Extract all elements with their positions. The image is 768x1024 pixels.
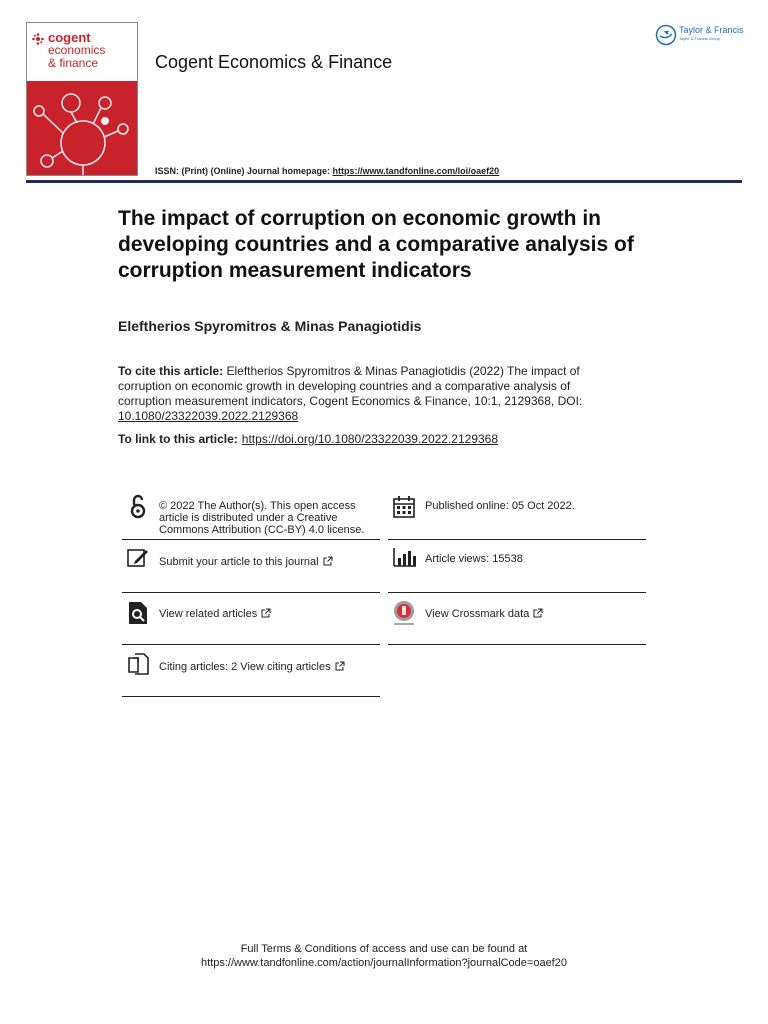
cover-line-3: & finance	[48, 56, 99, 70]
journal-cover	[26, 22, 138, 176]
submit-article-label: Submit your article to this journal	[159, 556, 319, 568]
citation-block	[118, 364, 618, 424]
article-doi-link[interactable]: https://doi.org/10.1080/23322039.2022.2129368	[241, 432, 499, 446]
bar-chart-icon	[392, 546, 416, 572]
issn-line	[155, 166, 499, 176]
open-access-icon	[126, 494, 150, 520]
footer-line-1: Full Terms & Conditions of access and use can be found at	[240, 943, 528, 955]
external-link-icon	[323, 556, 333, 566]
crossmark-link[interactable]	[425, 608, 640, 620]
footer-terms	[0, 942, 768, 970]
views-cell	[388, 540, 646, 593]
header-divider	[26, 180, 742, 183]
external-link-icon	[335, 661, 345, 671]
cite-doi-link[interactable]: 10.1080/23322039.2022.2129368	[118, 409, 299, 423]
cover-artwork	[27, 81, 137, 176]
journal-homepage-link[interactable]: https://www.tandfonline.com/loi/oaef20	[332, 166, 500, 176]
cite-text: Eleftherios Spyromitros & Minas Panagiotidis (2022) The impact of corruption on economic growth in developing countries and a comparative analysis of corruption measurement indicators, Cogent Economics & Finance, 10:1, 2129368, DOI:	[118, 364, 583, 408]
citing-articles-link[interactable]	[159, 661, 374, 673]
taylor-francis-logo-icon	[655, 24, 677, 46]
issn-label: ISSN: (Print) (Online) Journal homepage:	[155, 166, 333, 176]
cover-line-1: cogent	[48, 30, 91, 45]
cover-wordmark	[27, 23, 137, 81]
crossmark-label: View Crossmark data	[425, 608, 530, 620]
cogent-logo-icon	[32, 33, 44, 45]
crossmark-icon	[392, 600, 416, 626]
submit-article-cell[interactable]	[122, 540, 380, 593]
submit-article-link[interactable]	[159, 556, 374, 568]
link-label: To link to this article:	[118, 432, 238, 446]
article-views: Article views: 15538	[425, 553, 523, 565]
citing-articles-label: Citing articles: 2 View citing articles	[159, 661, 331, 673]
edit-icon	[126, 546, 150, 572]
footer-terms-link[interactable]: https://www.tandfonline.com/action/journalInformation?journalCode=oaef20	[201, 957, 567, 969]
calendar-icon	[392, 494, 416, 520]
related-articles-cell[interactable]	[122, 593, 380, 645]
article-title: The impact of corruption on economic growth in developing countries and a comparative analysis of corruption measurement indicators	[118, 207, 634, 282]
crossmark-cell[interactable]	[388, 593, 646, 645]
citing-articles-cell[interactable]	[122, 645, 380, 697]
molecule-illustration	[27, 81, 137, 176]
published-date: Published online: 05 Oct 2022.	[425, 500, 575, 512]
journal-name: Cogent Economics & Finance	[155, 52, 393, 72]
related-articles-link[interactable]	[159, 608, 374, 620]
article-authors: Eleftherios Spyromitros & Minas Panagiotidis	[118, 318, 422, 334]
external-link-icon	[533, 608, 543, 618]
published-cell	[388, 494, 646, 540]
cite-label: To cite this article:	[118, 364, 224, 378]
external-link-icon	[261, 608, 271, 618]
publisher-logo[interactable]	[655, 24, 755, 48]
article-link-line	[118, 432, 498, 446]
license-text: © 2022 The Author(s). This open access article is distributed under a Creative Commons Attribution (CC-BY) 4.0 license.	[159, 500, 365, 536]
related-articles-label: View related articles	[159, 608, 258, 620]
publisher-name: Taylor & Francis	[679, 25, 744, 35]
search-document-icon	[126, 600, 150, 626]
publisher-group: Taylor & Francis Group	[679, 36, 720, 41]
license-cell	[122, 494, 380, 540]
copy-documents-icon	[126, 652, 150, 678]
cover-line-2: economics	[48, 43, 106, 57]
